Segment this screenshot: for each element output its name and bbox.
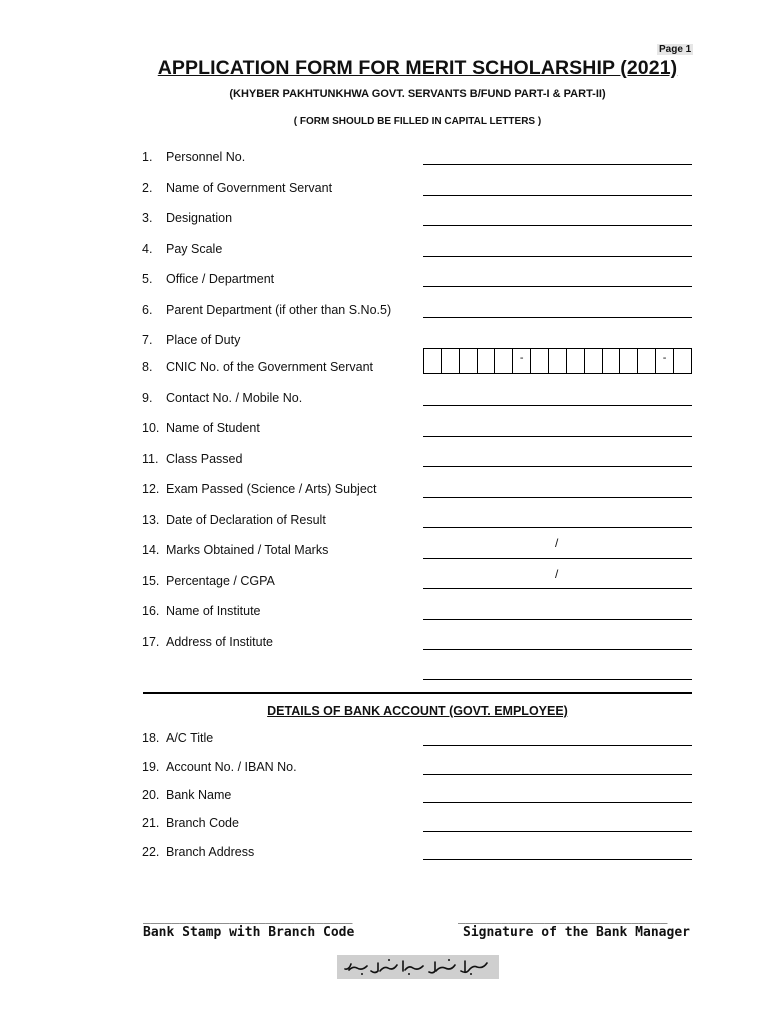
field-line-exam-passed[interactable] xyxy=(423,497,692,498)
field-line-student-name[interactable] xyxy=(423,436,692,437)
cnic-digit-box[interactable] xyxy=(638,349,656,373)
marks-separator: / xyxy=(555,536,559,550)
field-label-ac-title: A/C Title xyxy=(166,731,214,745)
field-label-office-department: Office / Department xyxy=(166,272,275,286)
field-number: 12. xyxy=(142,482,160,496)
field-line-institute-name[interactable] xyxy=(423,619,692,620)
field-line-govt-servant-name[interactable] xyxy=(423,195,692,196)
cnic-box-grid[interactable] xyxy=(423,348,692,374)
section-divider xyxy=(143,692,692,694)
field-line-institute-address-2[interactable] xyxy=(423,679,692,680)
bank-section-title: DETAILS OF BANK ACCOUNT (GOVT. EMPLOYEE) xyxy=(267,704,568,718)
field-label-class-passed: Class Passed xyxy=(166,452,243,466)
field-number: 4. xyxy=(142,242,153,256)
field-number: 18. xyxy=(142,731,160,745)
urdu-print-instruction xyxy=(337,955,499,979)
field-label-percentage: Percentage / CGPA xyxy=(166,574,275,588)
field-number: 22. xyxy=(142,845,160,859)
field-label-personnel-no: Personnel No. xyxy=(166,150,246,164)
field-line-branch-code[interactable] xyxy=(423,831,692,832)
field-number: 5. xyxy=(142,272,153,286)
cnic-digit-box[interactable] xyxy=(424,349,442,373)
field-number: 7. xyxy=(142,333,153,347)
field-label-designation: Designation xyxy=(166,211,233,225)
field-label-account-iban: Account No. / IBAN No. xyxy=(166,760,297,774)
field-number: 14. xyxy=(142,543,160,557)
field-line-marks[interactable] xyxy=(423,558,692,559)
field-number: 8. xyxy=(142,360,153,374)
field-line-parent-department[interactable] xyxy=(423,317,692,318)
percentage-separator: / xyxy=(555,567,559,581)
cnic-separator: - xyxy=(656,349,674,373)
capital-letters-note: ( FORM SHOULD BE FILLED IN CAPITAL LETTERS ) xyxy=(293,116,542,127)
cnic-digit-box[interactable] xyxy=(460,349,478,373)
form-subtitle: (KHYBER PAKHTUNKHWA GOVT. SERVANTS B/FUND PART-I & PART-II) xyxy=(229,88,606,100)
bank-stamp-line[interactable]: _____________________________ xyxy=(143,910,353,924)
cnic-digit-box[interactable] xyxy=(442,349,460,373)
field-line-designation[interactable] xyxy=(423,225,692,226)
field-line-ac-title[interactable] xyxy=(423,745,692,746)
field-label-institute-name: Name of Institute xyxy=(166,604,261,618)
cnic-separator: - xyxy=(513,349,531,373)
field-label-branch-code: Branch Code xyxy=(166,816,239,830)
field-line-bank-name[interactable] xyxy=(423,802,692,803)
field-line-class-passed[interactable] xyxy=(423,466,692,467)
field-line-institute-address[interactable] xyxy=(423,649,692,650)
field-line-office-department[interactable] xyxy=(423,286,692,287)
field-number: 15. xyxy=(142,574,160,588)
field-number: 10. xyxy=(142,421,160,435)
field-label-bank-name: Bank Name xyxy=(166,788,232,802)
field-number: 19. xyxy=(142,760,160,774)
field-number: 16. xyxy=(142,604,160,618)
field-label-result-date: Date of Declaration of Result xyxy=(166,513,326,527)
field-number: 21. xyxy=(142,816,160,830)
field-number: 3. xyxy=(142,211,153,225)
field-line-account-iban[interactable] xyxy=(423,774,692,775)
field-label-cnic: CNIC No. of the Government Servant xyxy=(166,360,374,374)
manager-signature-label: Signature of the Bank Manager xyxy=(463,925,690,940)
field-number: 20. xyxy=(142,788,160,802)
field-number: 11. xyxy=(142,452,159,466)
cnic-digit-box[interactable] xyxy=(603,349,621,373)
field-label-institute-address: Address of Institute xyxy=(166,635,274,649)
field-line-result-date[interactable] xyxy=(423,527,692,528)
cnic-digit-box[interactable] xyxy=(478,349,496,373)
field-line-pay-scale[interactable] xyxy=(423,256,692,257)
cnic-digit-box[interactable] xyxy=(674,349,691,373)
field-label-marks: Marks Obtained / Total Marks xyxy=(166,543,329,557)
field-label-govt-servant-name: Name of Government Servant xyxy=(166,181,333,195)
field-number: 2. xyxy=(142,181,153,195)
field-label-branch-address: Branch Address xyxy=(166,845,255,859)
field-number: 13. xyxy=(142,513,160,527)
cnic-digit-box[interactable] xyxy=(567,349,585,373)
field-label-contact-no: Contact No. / Mobile No. xyxy=(166,391,303,405)
field-number: 1. xyxy=(142,150,153,164)
field-line-percentage[interactable] xyxy=(423,588,692,589)
field-label-student-name: Name of Student xyxy=(166,421,260,435)
field-line-branch-address[interactable] xyxy=(423,859,692,860)
cnic-digit-box[interactable] xyxy=(549,349,567,373)
form-title: APPLICATION FORM FOR MERIT SCHOLARSHIP (2021) xyxy=(157,57,678,79)
field-label-place-of-duty: Place of Duty xyxy=(166,333,241,347)
cnic-digit-box[interactable] xyxy=(531,349,549,373)
field-number: 6. xyxy=(142,303,153,317)
field-number: 17. xyxy=(142,635,160,649)
page-number: Page 1 xyxy=(659,44,692,55)
cnic-digit-box[interactable] xyxy=(585,349,603,373)
field-label-parent-department: Parent Department (if other than S.No.5) xyxy=(166,303,392,317)
bank-stamp-label: Bank Stamp with Branch Code xyxy=(143,925,355,940)
urdu-script-image xyxy=(337,955,499,979)
field-line-contact-no[interactable] xyxy=(423,405,692,406)
cnic-digit-box[interactable] xyxy=(620,349,638,373)
field-label-pay-scale: Pay Scale xyxy=(166,242,223,256)
field-number: 9. xyxy=(142,391,153,405)
manager-signature-line[interactable]: _____________________________ xyxy=(458,910,668,924)
cnic-digit-box[interactable] xyxy=(495,349,513,373)
field-label-exam-passed: Exam Passed (Science / Arts) Subject xyxy=(166,482,377,496)
field-line-personnel-no[interactable] xyxy=(423,164,692,165)
